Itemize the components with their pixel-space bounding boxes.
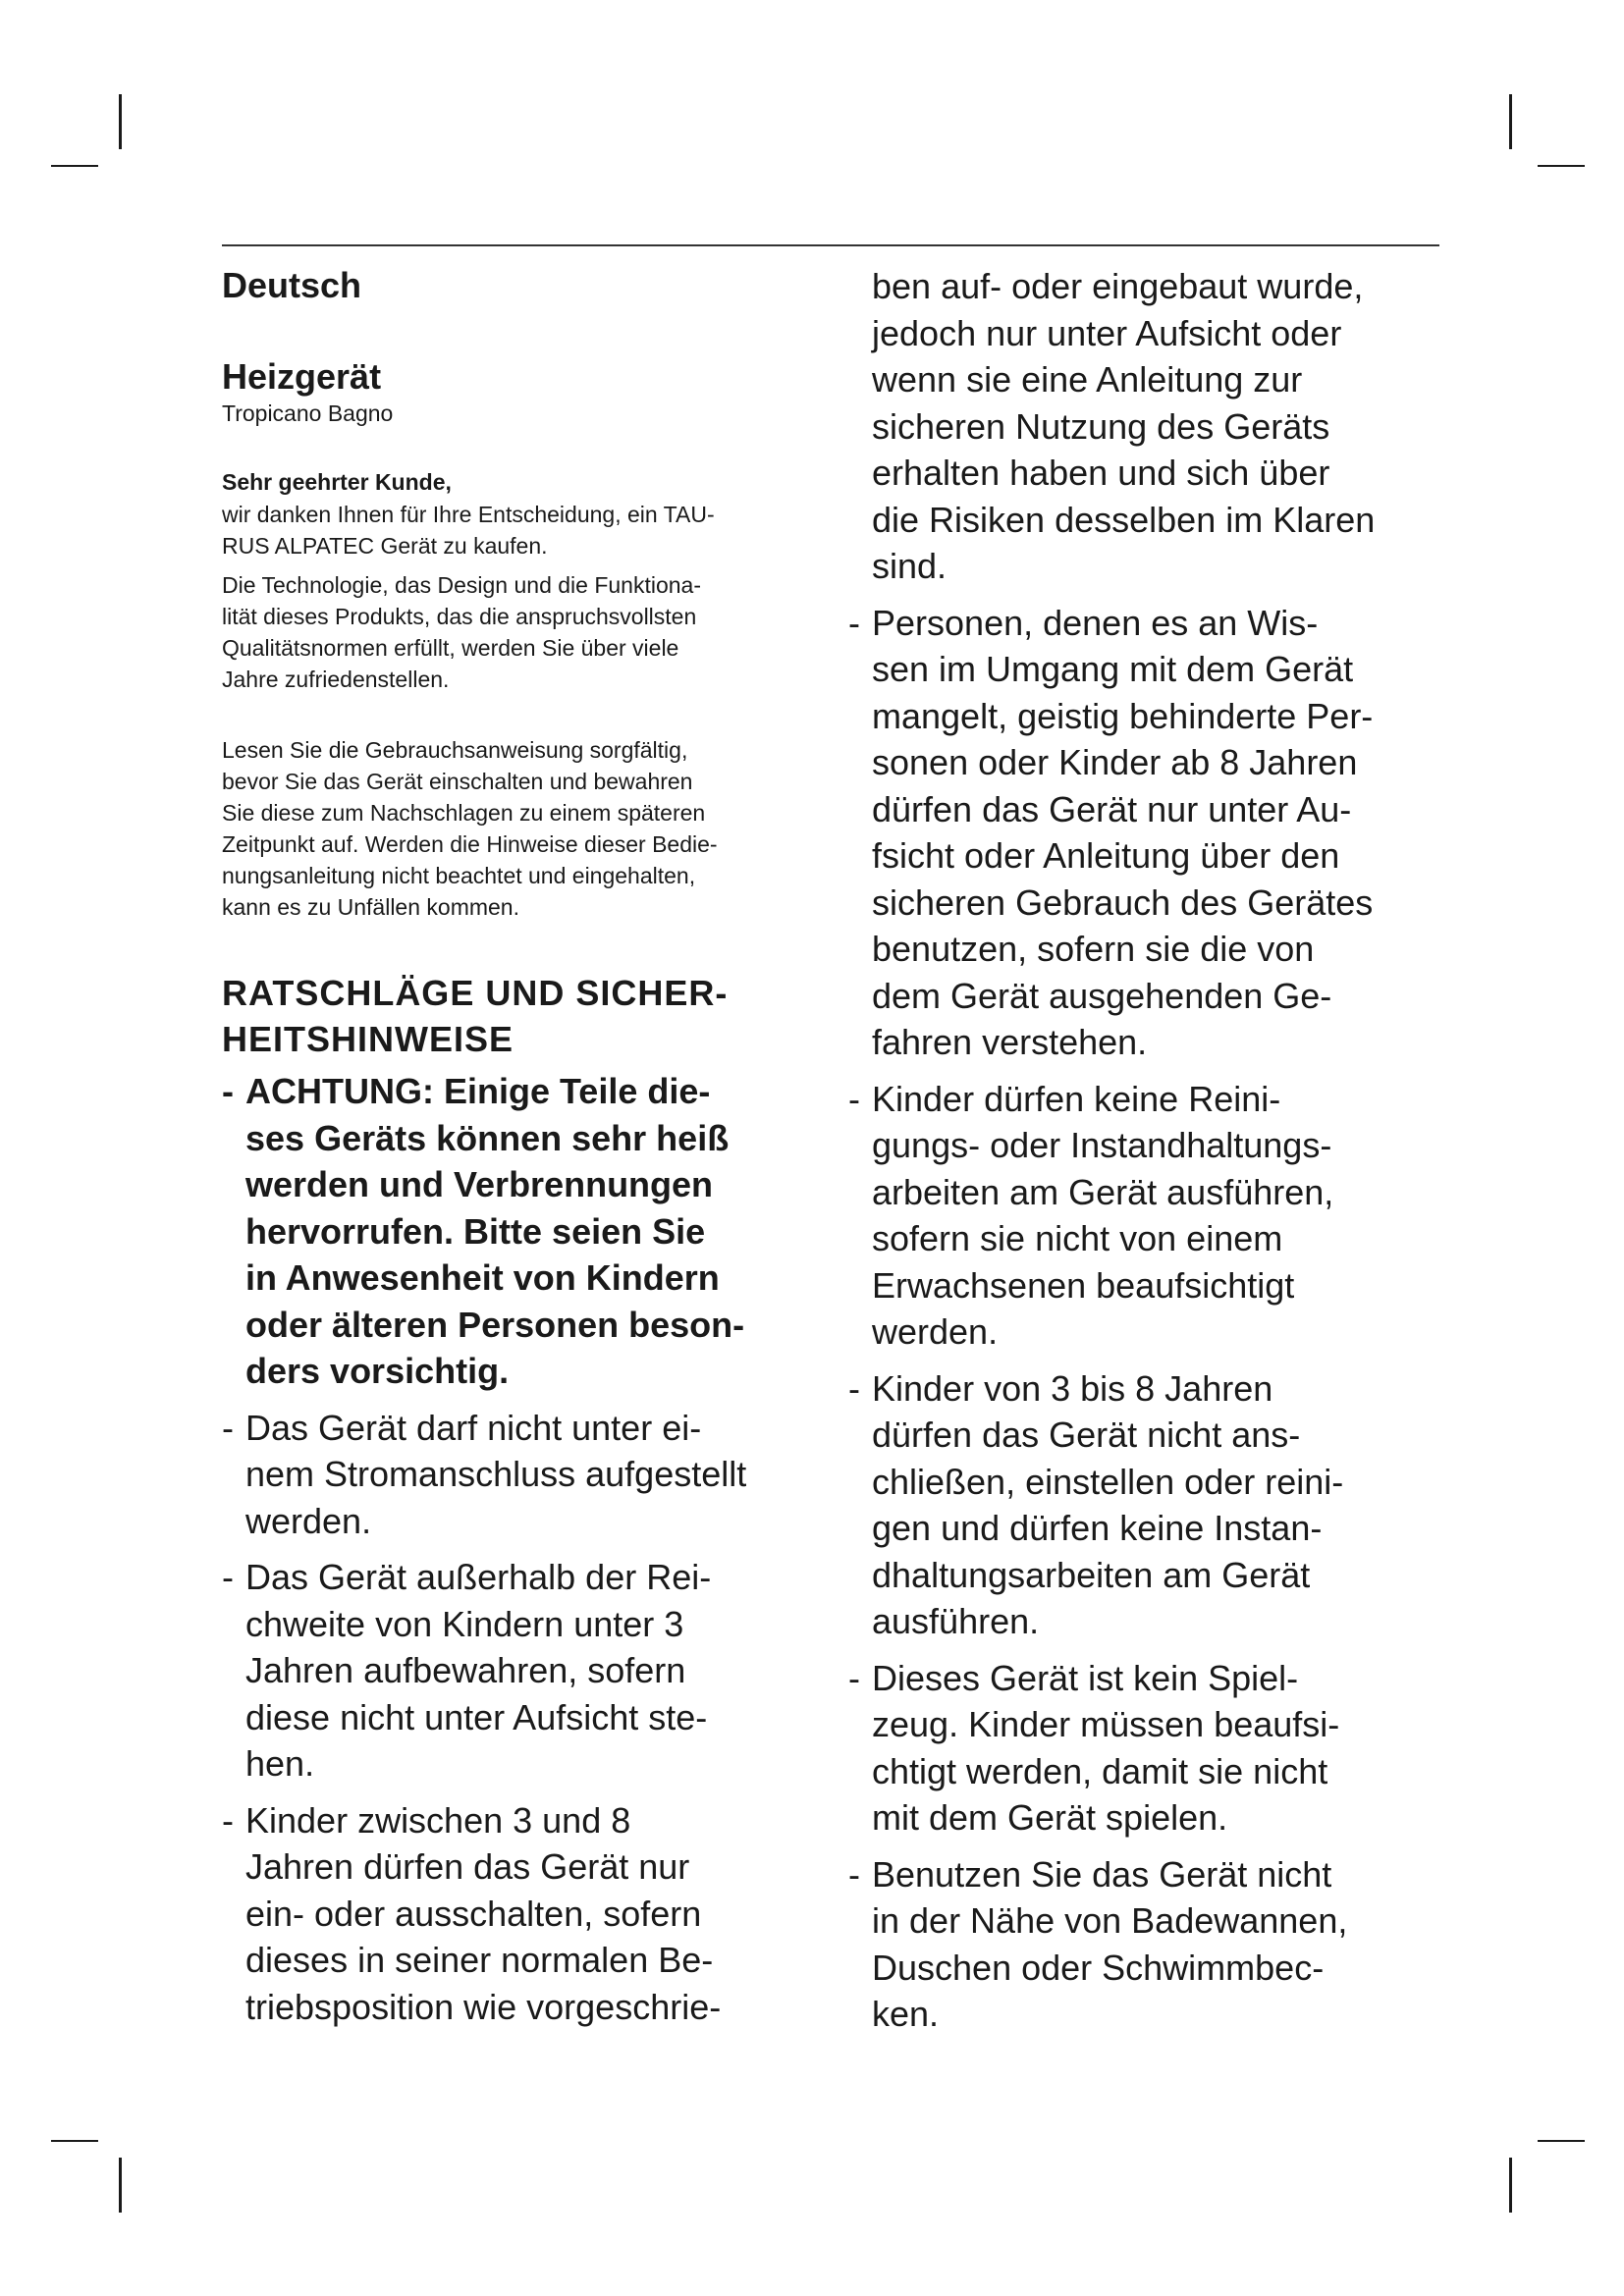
intro-paragraph-3: Lesen Sie die Gebrauchsanweisung sorgfältig, bevor Sie das Gerät einschalten und bewahren Sie diese zum Nachschlagen zu einem späteren Zeitpunkt auf. Werden die Hinweise dieser Bedie- nungsanleitung nicht beachtet und eingehalten, kann es zu Unfällen kommen.	[222, 737, 718, 920]
crop-mark-bottom-right-horizontal	[1538, 2140, 1585, 2142]
list-item-continuation: ben auf- oder eingebaut wurde, jedoch nur unter Aufsicht oder wenn sie eine Anleitung zur sicheren Nutzung des Geräts erhalten haben und sich über die Risiken desselben im Klaren sind.	[872, 266, 1376, 586]
right-column	[848, 263, 1457, 2048]
crop-mark-bottom-right-vertical	[1509, 2158, 1512, 2213]
intro-paragraph-1: wir danken Ihnen für Ihre Entscheidung, ein TAU- RUS ALPATEC Gerät zu kaufen.	[222, 502, 715, 559]
crop-mark-top-left-horizontal	[51, 165, 98, 167]
crop-mark-bottom-left-horizontal	[51, 2140, 98, 2142]
intro-paragraph-2: Die Technologie, das Design und die Funktiona- lität dieses Produkts, das die anspruchsvollsten Qualitätsnormen erfüllt, werden Sie über viele Jahre zufriedenstellen.	[222, 572, 701, 692]
list-item: - Das Gerät darf nicht unter ei- nem Stromanschluss aufgestellt werden.	[222, 1405, 811, 1545]
list-item: - Personen, denen es an Wis- sen im Umgang mit dem Gerät mangelt, geistig behinderte Per- sonen oder Kinder ab 8 Jahren dürfen das Gerät nur unter Au- fsicht oder Anleitung über den sicheren Gebrauch des Gerätes benutzen, sofern sie die von dem Gerät ausgehenden Ge- fahren verstehen.	[848, 600, 1457, 1066]
language-heading: Deutsch	[222, 265, 362, 305]
section-title: RATSCHLÄGE UND SICHER- HEITSHINWEISE	[222, 973, 729, 1059]
list-item: - Kinder dürfen keine Reini- gungs- oder Instandhaltungs- arbeiten am Gerät ausführen, sofern sie nicht von einem Erwachsenen beaufsichtigt werden.	[848, 1076, 1457, 1356]
crop-mark-bottom-left-vertical	[119, 2158, 122, 2213]
safety-list-left	[222, 1068, 811, 2030]
crop-mark-top-left-vertical	[119, 94, 122, 149]
safety-list-right	[848, 600, 1457, 2038]
greeting: Sehr geehrter Kunde,	[222, 469, 452, 495]
list-item: - ACHTUNG: Einige Teile die- ses Geräts können sehr heiß werden und Verbrennungen hervorrufen. Bitte seien Sie in Anwesenheit von Kindern oder älteren Personen beson- ders vorsichtig.	[222, 1068, 811, 1395]
header-rule	[222, 244, 1439, 246]
crop-mark-top-right-vertical	[1509, 94, 1512, 149]
list-item: - Kinder zwischen 3 und 8 Jahren dürfen das Gerät nur ein- oder ausschalten, sofern dieses in seiner normalen Be- triebsposition wie vorgeschrie-	[222, 1797, 811, 2031]
crop-mark-top-right-horizontal	[1538, 165, 1585, 167]
model-name: Tropicano Bagno	[222, 400, 394, 426]
list-item: - Dieses Gerät ist kein Spiel- zeug. Kinder müssen beaufsi- chtigt werden, damit sie nicht mit dem Gerät spielen.	[848, 1655, 1457, 1842]
product-title: Heizgerät	[222, 356, 382, 397]
left-column	[222, 263, 811, 2040]
list-item: - Benutzen Sie das Gerät nicht in der Nähe von Badewannen, Duschen oder Schwimmbec- ken.	[848, 1851, 1457, 2038]
list-item: - Kinder von 3 bis 8 Jahren dürfen das Gerät nicht ans- chließen, einstellen oder reini- gen und dürfen keine Instan- dhaltungsarbeiten am Gerät ausführen.	[848, 1365, 1457, 1645]
list-item: - Das Gerät außerhalb der Rei- chweite von Kindern unter 3 Jahren aufbewahren, sofern diese nicht unter Aufsicht ste- hen.	[222, 1554, 811, 1788]
